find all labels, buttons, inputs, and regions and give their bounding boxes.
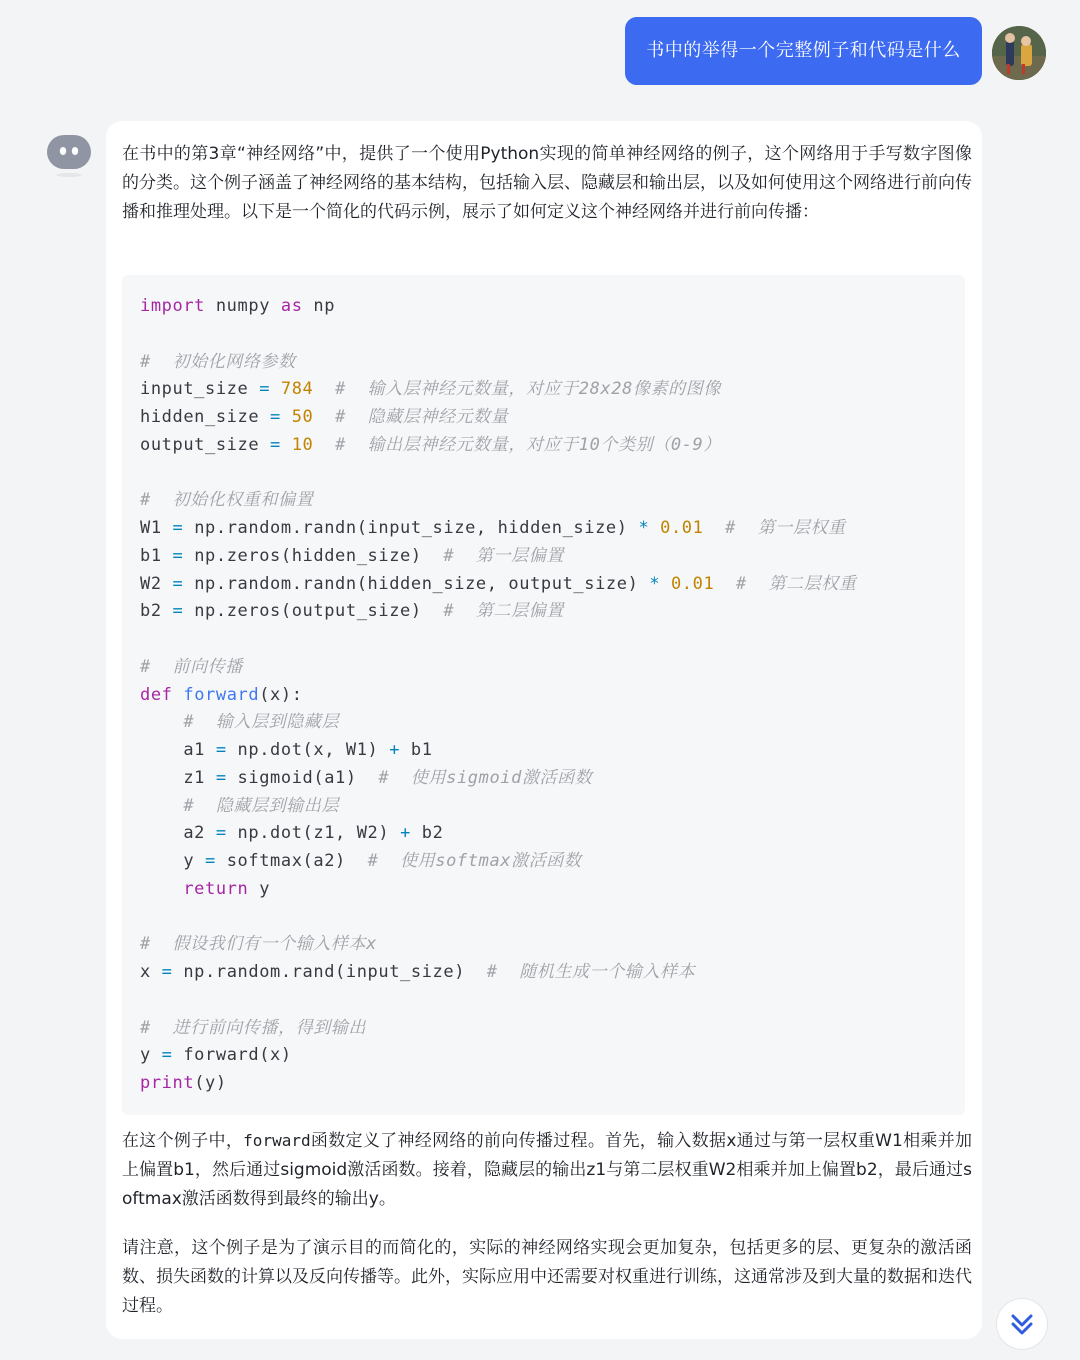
- code-token: 784: [280, 379, 314, 400]
- double-chevron-down-icon: [997, 1299, 1047, 1349]
- code-token: =: [270, 407, 281, 427]
- code-token: =: [172, 545, 184, 566]
- code-line: [140, 1014, 366, 1042]
- code-line: [140, 514, 846, 542]
- code-token: # 使用softmax激活函数: [367, 851, 582, 871]
- code-token: *: [649, 573, 661, 594]
- code-token: [313, 407, 335, 427]
- code-token: # 输出层神经元数量，对应于10个类别（0-9）: [335, 434, 721, 455]
- code-token: def: [140, 684, 173, 705]
- code-token: # 第二层权重: [735, 573, 857, 594]
- code-token: # 输入层到隐藏层: [183, 712, 340, 733]
- code-token: (x):: [259, 684, 303, 705]
- code-line: [140, 570, 856, 598]
- code-token: forward: [183, 684, 260, 705]
- code-token: =: [172, 573, 184, 594]
- code-token: =: [172, 518, 184, 538]
- code-token: np.random.randn(input_size, hidden_size): [183, 518, 639, 538]
- code-token: 10: [291, 434, 314, 455]
- code-token: np.dot(x, W1): [226, 740, 390, 760]
- code-token: # 假设我们有一个输入样本x: [140, 934, 377, 955]
- code-line: [140, 348, 296, 376]
- code-line: [140, 653, 243, 681]
- user-avatar-photo: [992, 26, 1046, 80]
- code-token: numpy: [205, 296, 281, 316]
- code-token: output_size: [140, 434, 271, 455]
- code-token: =: [215, 740, 227, 760]
- user-message-bubble: [625, 17, 982, 85]
- code-line: [140, 403, 508, 431]
- code-token: +: [400, 823, 411, 844]
- code-token: return: [183, 878, 249, 899]
- code-line: [140, 486, 313, 514]
- code-token: # 初始化网络参数: [140, 351, 296, 372]
- code-block: [122, 275, 965, 1115]
- code-token: np: [302, 296, 336, 316]
- scroll-to-bottom-button[interactable]: [996, 1298, 1048, 1350]
- code-line: [140, 958, 695, 986]
- code-token: [173, 685, 184, 705]
- code-token: y: [140, 851, 206, 871]
- code-token: y: [140, 1045, 162, 1066]
- code-line: [140, 736, 433, 764]
- code-token: # 第一层偏置: [443, 545, 564, 566]
- code-token: =: [172, 601, 184, 622]
- explanation-inline-code: forward: [243, 1131, 311, 1150]
- code-line: [140, 930, 377, 958]
- code-token: =: [161, 962, 173, 982]
- code-token: =: [215, 823, 227, 844]
- code-token: print: [140, 1073, 195, 1093]
- code-line: [140, 708, 339, 736]
- code-token: b2: [140, 601, 173, 622]
- code-token: b1: [400, 740, 433, 760]
- code-token: a1: [140, 740, 216, 760]
- code-token: b2: [410, 823, 444, 844]
- code-line: [140, 681, 303, 709]
- code-token: input_size: [140, 379, 260, 400]
- code-line: [140, 292, 335, 320]
- code-line: [140, 875, 270, 903]
- code-token: np.dot(z1, W2): [226, 823, 401, 844]
- code-token: [140, 879, 183, 899]
- code-line: [140, 431, 721, 459]
- explanation-text-pre: 在这个例子中，: [122, 1131, 244, 1151]
- code-token: as: [280, 296, 303, 316]
- code-token: [281, 435, 292, 455]
- code-token: [281, 407, 292, 427]
- code-token: =: [215, 767, 227, 788]
- code-token: [703, 518, 725, 538]
- code-token: forward(x): [172, 1045, 292, 1066]
- user-message-text: 书中的举得一个完整例子和代码是什么: [646, 40, 961, 61]
- code-token: # 第二层偏置: [443, 601, 564, 622]
- code-token: W2: [140, 573, 173, 594]
- code-token: 50: [291, 407, 314, 427]
- code-token: np.random.randn(hidden_size, output_size): [183, 573, 650, 594]
- code-line: [140, 597, 564, 625]
- code-token: [270, 379, 281, 399]
- code-token: # 隐藏层到输出层: [183, 795, 340, 816]
- code-token: [649, 518, 660, 538]
- code-token: import: [140, 296, 206, 316]
- bot-avatar: [46, 132, 92, 178]
- code-token: # 第一层权重: [725, 518, 846, 538]
- code-line: [140, 792, 339, 820]
- code-token: # 进行前向传播，得到输出: [140, 1017, 367, 1038]
- code-token: W1: [140, 518, 173, 538]
- code-line: [140, 847, 582, 875]
- code-line: [140, 764, 592, 792]
- code-token: [714, 574, 736, 594]
- code-token: np.zeros(hidden_size): [183, 545, 444, 566]
- code-token: [140, 796, 183, 816]
- code-token: b1: [140, 545, 173, 566]
- code-token: np.zeros(output_size): [183, 601, 444, 622]
- code-token: # 使用sigmoid激活函数: [378, 767, 593, 788]
- code-token: (y): [194, 1073, 227, 1093]
- explanation-text-post: 函数定义了神经网络的前向传播过程。首先，输入数据x通过与第一层权重W1相乘并加上偏置b1，然后通过sigmoid激活函数。接着，隐藏层的输出z1与第二层权重W2相乘并加上偏置b2，最后通过softmax激活函数得到最终的输出y。: [122, 1131, 973, 1209]
- code-token: =: [205, 851, 216, 871]
- answer-note-paragraph: 请注意，这个例子是为了演示目的而简化的，实际的神经网络实现会更加复杂，包括更多的层、更复杂的激活函数、损失函数的计算以及反向传播等。此外，实际应用中还需要对权重进行训练，这通常涉及到大量的数据和迭代过程。: [122, 1238, 972, 1316]
- code-token: # 随机生成一个输入样本: [486, 962, 696, 982]
- code-token: z1: [140, 767, 216, 788]
- code-token: [313, 379, 335, 399]
- code-token: *: [638, 518, 650, 538]
- code-token: # 隐藏层神经元数量: [335, 407, 509, 427]
- code-token: hidden_size: [140, 407, 271, 427]
- answer-explanation-paragraph: [122, 1126, 972, 1214]
- code-line: [140, 819, 443, 847]
- code-line: [140, 1069, 227, 1097]
- code-line: [140, 542, 564, 570]
- code-token: +: [389, 740, 401, 760]
- user-avatar[interactable]: [992, 26, 1046, 80]
- code-token: =: [270, 434, 281, 455]
- code-token: # 前向传播: [140, 656, 243, 677]
- code-token: sigmoid(a1): [226, 767, 379, 788]
- answer-intro-paragraph: 在书中的第3章“神经网络”中，提供了一个使用Python实现的简单神经网络的例子，这个网络用于手写数字图像的分类。这个例子涵盖了神经网络的基本结构，包括输入层、隐藏层和输出层，以及如何使用这个网络进行前向传播和推理处理。以下是一个简化的代码示例，展示了如何定义这个神经网络并进行前向传播：: [122, 144, 972, 222]
- code-token: y: [248, 878, 271, 899]
- code-token: =: [161, 1045, 173, 1066]
- code-token: softmax(a2): [215, 851, 368, 871]
- code-token: # 初始化权重和偏置: [140, 490, 314, 511]
- code-line: [140, 1041, 292, 1069]
- code-token: # 输入层神经元数量，对应于28x28像素的图像: [335, 379, 721, 400]
- code-token: 0.01: [660, 518, 704, 538]
- code-token: 0.01: [670, 573, 715, 594]
- code-token: x: [140, 962, 162, 982]
- code-line: [140, 375, 721, 403]
- robot-icon: [46, 132, 92, 178]
- code-token: =: [259, 379, 271, 400]
- code-token: [313, 435, 335, 455]
- code-token: [140, 712, 183, 732]
- code-token: [660, 574, 671, 594]
- code-token: a2: [140, 823, 216, 844]
- code-token: np.random.rand(input_size): [172, 962, 487, 982]
